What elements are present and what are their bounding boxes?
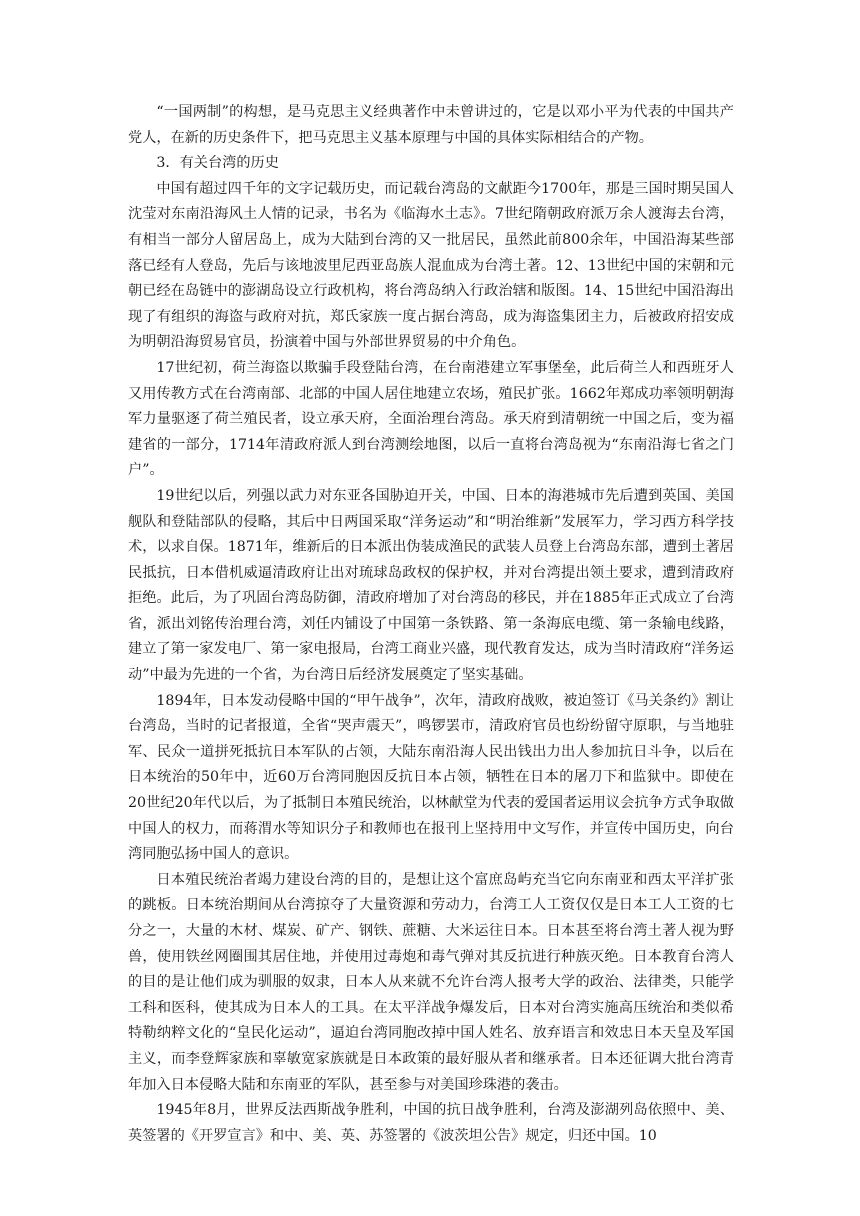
document-body (128, 100, 734, 1149)
section-heading-taiwan-history: 3．有关台湾的历史 (156, 155, 279, 172)
paragraph-colonial-rule: 日本殖民统治者竭力建设台湾的目的，是想让这个富庶岛屿充当它向东南亚和西太平洋扩张的跳板。日本统治期间从台湾掠夺了大量资源和劳动力，台湾工人工资仅仅是日本工人工资的七分之一，大量的木材、煤炭、矿产、钢铁、蔗糖、大米运往日本。日本甚至将台湾土著人视为野兽，使用铁丝网圈围其居住地，并使用过毒炮和毒气弹对其反抗进行种族灭绝。日本教育台湾人的目的是让他们成为驯服的奴隶，日本人从来就不允许台湾人报考大学的政治、法律类，只能学工科和医科，使其成为日本人的工具。在太平洋战争爆发后，日本对台湾实施高压统治和类似希特勒纳粹文化的“皇民化运动”，逼迫台湾同胞改掉中国人姓名、放弃语言和效忠日本天皇及军国主义，而李登辉家族和辜敏宽家族就是日本政策的最好服从者和继承者。日本还征调大批台湾青年加入日本侵略大陆和东南亚的军队，甚至参与对美国珍珠港的袭击。 (128, 871, 734, 1093)
paragraph-one-country-two-systems: “一国两制”的构想，是马克思主义经典著作中未曾讲过的，它是以邓小平为代表的中国共产党人，在新的历史条件下，把马克思主义基本原理与中国的具体实际相结合的产物。 (128, 104, 734, 146)
paragraph-early-records: 中国有超过四千年的文字记载历史，而记载台湾岛的文献距今1700年，那是三国时期吴国人沈莹对东南沿海风土人情的记录，书名为《临海水土志》。7世纪隋朝政府派万余人渡海去台湾，有相当一部分人留居岛上，成为大陆到台湾的又一批居民，虽然此前800余年，中国沿海某些部落已经有人登岛，先后与该地波里尼西亚岛族人混血成为台湾土著。12、13世纪中国的宋朝和元朝已经在岛链中的澎湖岛设立行政机构，将台湾岛纳入行政治辖和版图。14、15世纪中国沿海出现了有组织的海盗与政府对抗，郑氏家族一度占据台湾岛，成为海盗集团主力，后被政府招安成为明朝沿海贸易官员，扮演着中国与外部世界贸易的中介角色。 (128, 180, 734, 351)
paragraph-1894-war: 1894年，日本发动侵略中国的“甲午战争”，次年，清政府战败，被迫签订《马关条约》割让台湾岛，当时的记者报道，全省“哭声震天”，鸣锣罢市，清政府官员也纷纷留守原职，与当地驻军、民众一道拼死抵抗日本军队的占领，大陆东南沿海人民出钱出力出人参加抗日斗争，以后在日本统治的50年中，近60万台湾同胞因反抗日本占领，牺牲在日本的屠刀下和监狱中。即使在20世纪20年代以后，为了抵制日本殖民统治，以林献堂为代表的爱国者运用议会抗争方式争取做中国人的权力，而蒋渭水等知识分子和教师也在报刊上坚持用中文写作，并宣传中国历史，向台湾同胞弘扬中国人的意识。 (128, 692, 734, 863)
paragraph-1945-return: 1945年8月，世界反法西斯战争胜利，中国的抗日战争胜利，台湾及澎湖列岛依照中、美、英签署的《开罗宣言》和中、美、英、苏签署的《波茨坦公告》规定，归还中国。10 (128, 1102, 734, 1144)
paragraph-17th-century: 17世纪初，荷兰海盗以欺骗手段登陆台湾，在台南港建立军事堡垒，此后荷兰人和西班牙人又用传教方式在台湾南部、北部的中国人居住地建立农场，殖民扩张。1662年郑成功率领明朝海军力量驱逐了荷兰殖民者，设立承天府，全面治理台湾岛。承天府到清朝统一中国之后，变为福建省的一部分，1714年清政府派人到台湾测绘地图，以后一直将台湾岛视为“东南沿海七省之门户”。 (128, 359, 734, 479)
paragraph-19th-century: 19世纪以后，列强以武力对东亚各国胁迫开关，中国、日本的海港城市先后遭到英国、美国舰队和登陆部队的侵略，其后中日两国采取“洋务运动”和“明治维新”发展军力，学习西方科学技术，以求自保。1871年，维新后的日本派出伪装成渔民的武装人员登上台湾岛东部，遭到土著居民抵抗，日本借机威逼清政府让出对琉球岛政权的保护权，并对台湾提出领土要求，遭到清政府拒绝。此后，为了巩固台湾岛防御，清政府增加了对台湾岛的移民，并在1885年正式成立了台湾省，派出刘铭传治理台湾，刘任内铺设了中国第一条铁路、第一条海底电缆、第一条输电线路，建立了第一家发电厂、第一家电报局，台湾工商业兴盛，现代教育发达，成为当时清政府“洋务运动”中最为先进的一个省，为台湾日后经济发展奠定了坚实基础。 (128, 487, 734, 684)
